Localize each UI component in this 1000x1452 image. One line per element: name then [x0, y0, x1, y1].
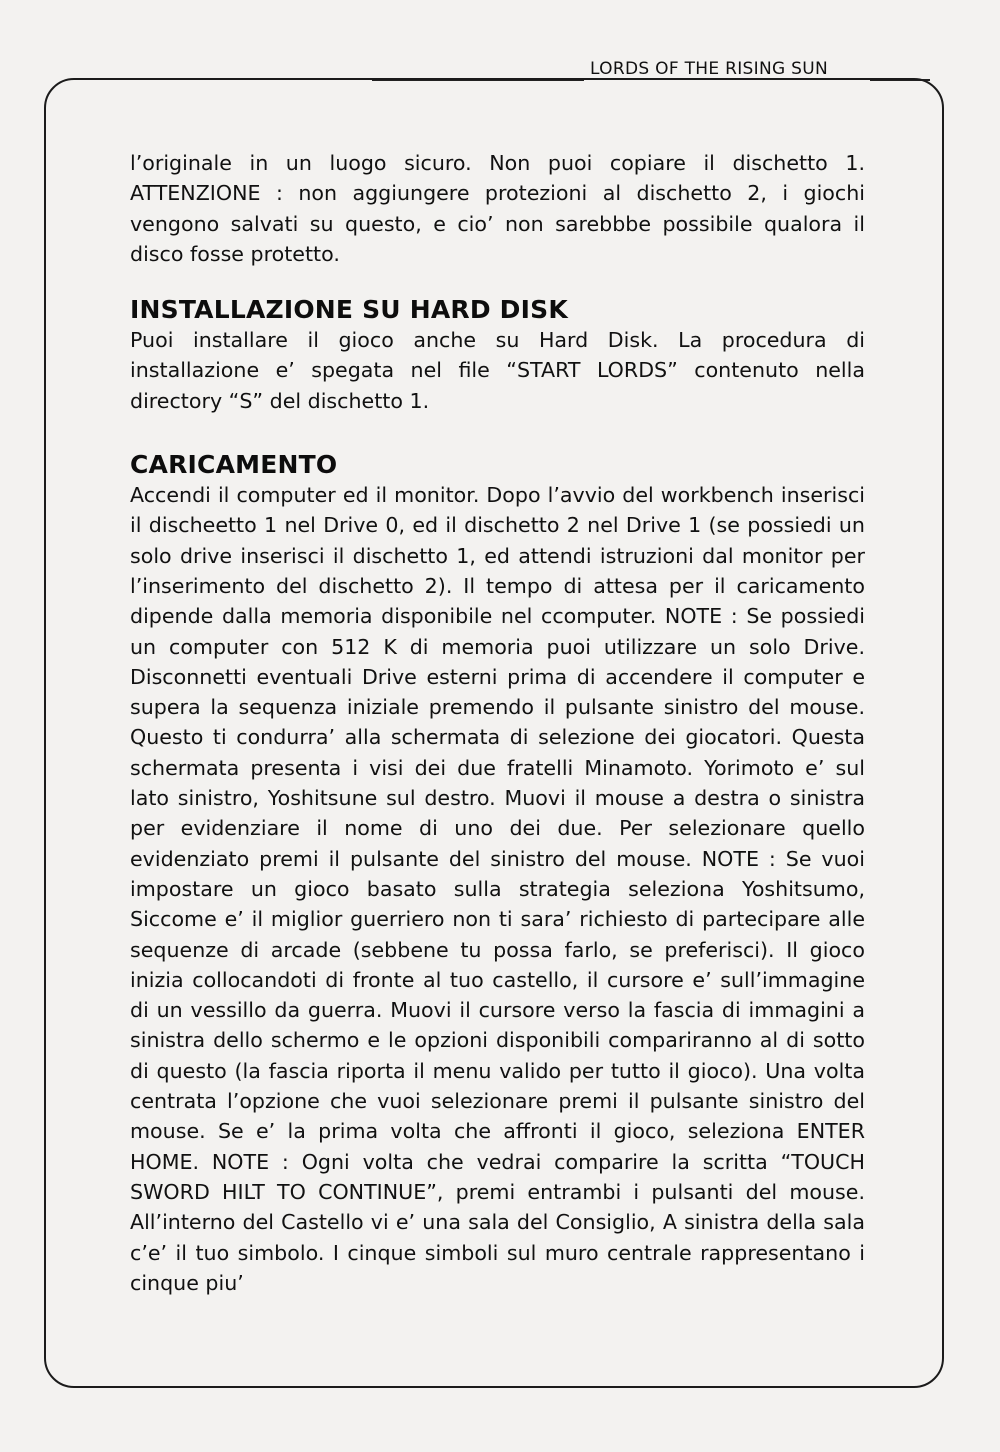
page-header-title: LORDS OF THE RISING SUN: [590, 59, 828, 79]
intro-paragraph: l’originale in un luogo sicuro. Non puoi copiare il dischetto 1. ATTENZIONE : non aggiungere protezioni al dischetto 2, i giochi vengono salvati su questo, e cio’ non sarebbbe possibile qualora il disco fosse protetto.: [130, 151, 865, 266]
section-heading-caricamento: CARICAMENTO: [130, 450, 338, 480]
section-heading-installazione: INSTALLAZIONE SU HARD DISK: [130, 295, 568, 325]
page-content: [120, 148, 865, 1298]
section-body-installazione: Puoi installare il gioco anche su Hard Disk. La procedura di installazione e’ spegata nel file “START LORDS” contenuto nella directory “S” del dischetto 1.: [130, 328, 865, 413]
section-body-caricamento: Accendi il computer ed il monitor. Dopo l’avvio del workbench inserisci il discheetto 1 nel Drive 0, ed il dischetto 2 nel Drive 1 (se possiedi un solo drive inserisci il dischetto 1, ed attendi istruzioni dal monitor per l’inserimento del dischetto 2). Il tempo di attesa per il caricamento dipende dalla memoria disponibile nel ccomputer. NOTE : Se possiedi un computer con 512 K di memoria puoi utilizzare un solo Drive. Disconnetti eventuali Drive esterni prima di accendere il computer e supera la sequenza iniziale premendo il pulsante sinistro del mouse. Questo ti condurra’ alla schermata di selezione dei giocatori. Questa schermata presenta i visi dei due fratelli Minamoto. Yorimoto e’ sul lato sinistro, Yoshitsune sul destro. Muovi il mouse a destra o sinistra per evidenziare il nome di uno dei due. Per selezionare quello evidenziato premi il pulsante del sinistro del mouse. NOTE : Se vuoi impostare un gioco basato sulla strategia seleziona Yoshitsumo, Siccome e’ il miglior guerriero non ti sara’ richiesto di partecipare alle sequenze di arcade (sebbene tu possa farlo, se preferisci). Il gioco inizia collocandoti di fronte al tuo castello, il cursore e’ sull’immagine di un vessillo da guerra. Muovi il cursore verso la fascia di immagini a sinistra dello schermo e le opzioni disponibili compariranno al di sotto di questo (la fascia riporta il menu valido per tutto il gioco). Una volta centrata l’opzione che vuoi selezionare premi il pulsante sinistro del mouse. Se e’ la prima volta che affronti il gioco, seleziona ENTER HOME. NOTE : Ogni volta che vedrai comparire la scritta “TOUCH SWORD HILT TO CONTINUE”, premi entrambi i pulsanti del mouse. All’interno del Castello vi e’ una sala del Consiglio, A sinistra della sala c’e’ il tuo simbolo. I cinque simboli sul muro centrale rappresentano i cinque piu’: [130, 483, 865, 1295]
